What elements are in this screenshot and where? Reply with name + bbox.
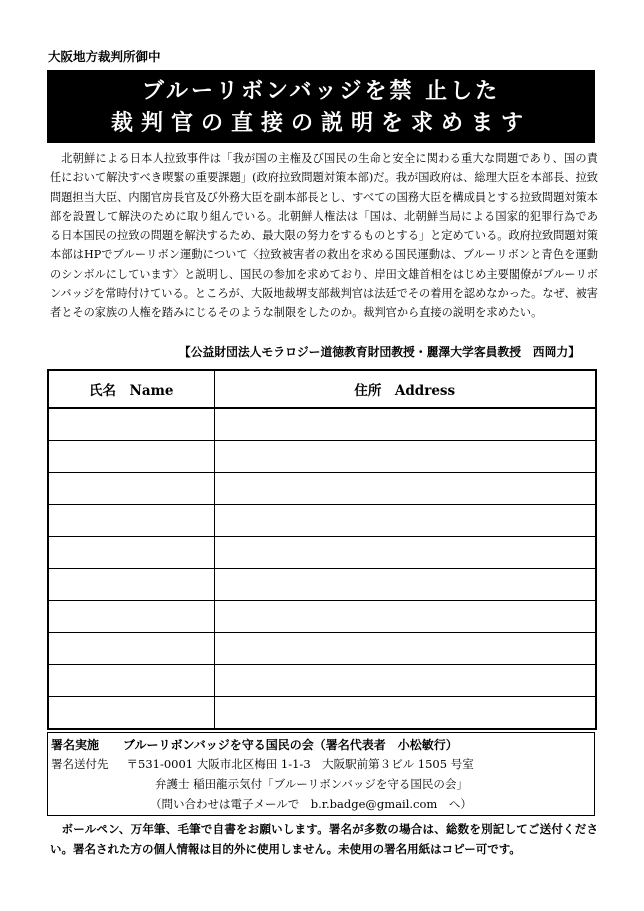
table-row	[48, 537, 596, 569]
title-line-1: ブルーリボンバッジを禁 止した	[141, 79, 501, 104]
table-row	[48, 569, 596, 601]
name-cell[interactable]	[48, 601, 214, 633]
name-column-header: 氏名 Name	[48, 370, 214, 408]
address-cell[interactable]	[214, 408, 596, 441]
signature-table	[47, 369, 597, 730]
table-row	[48, 408, 596, 441]
author-attribution: 【公益財団法人モラロジー道徳教育財団教授・麗澤大学客員教授 西岡力】	[178, 345, 580, 359]
name-cell[interactable]	[48, 633, 214, 665]
name-cell[interactable]	[48, 473, 214, 505]
name-cell[interactable]	[48, 441, 214, 473]
address-cell[interactable]	[214, 633, 596, 665]
name-cell[interactable]	[48, 537, 214, 569]
organizer-line	[51, 736, 458, 753]
address-cell[interactable]	[214, 537, 596, 569]
instructions-paragraph: ボールペン、万年筆、毛筆で自書をお願いします。署名が多数の場合は、総数を別記してご送付ください。署名された方の個人情報は目的外に使用しません。未使用の署名用紙はコピー可です。	[50, 822, 598, 856]
sender-info-box	[47, 732, 595, 816]
address-cell[interactable]	[214, 697, 596, 730]
petition-statement	[50, 149, 598, 323]
statement-paragraph: 北朝鮮による日本人拉致事件は「我が国の主権及び国民の生命と安全に関わる重大な問題であり、国の責任において解決すべき喫緊の重要課題」(政府拉致問題対策本部)だ。我が国政府は、総理大臣を本部長、拉致問題担当大臣、内閣官房長官及び外務大臣を副本部長とし、すべての国務大臣を構成員とする拉致問題対策本部を設置して解決のために取り組んでいる。北朝鮮人権法は「国は、北朝鮮当局による国家的犯罪行為である日本国民の拉致の問題を解決するため、最大限の努力をするものとする」と定めている。政府拉致問題対策本部はHPでブルーリボン運動について〈拉致被害者の救出を求める国民運動は、ブルーリボンと青色を運動のシンボルにしています〉と説明し、国民の参加を求めており、岸田文雄首相をはじめ主要閣僚がブルーリボンバッジを常時付けている。ところが、大阪地裁堺支部裁判官は法廷でその着用を認めなかった。なぜ、被害者とその家族の人権を踏みにじるそのような制限をしたのか。裁判官から直接の説明を求めたい。	[50, 152, 598, 320]
mailing-address: 〒531-0001 大阪市北区梅田 1-1-3 大阪駅前第３ビル 1505 号室	[126, 757, 474, 771]
name-cell[interactable]	[48, 408, 214, 441]
title-line-2: 裁判官の直接の説明を求めます	[110, 111, 531, 136]
name-cell[interactable]	[48, 569, 214, 601]
address-cell[interactable]	[214, 569, 596, 601]
organizer-name: ブルーリボンバッジを守る国民の会（署名代表者 小松敏行）	[123, 738, 458, 752]
table-row	[48, 473, 596, 505]
mailing-address-line	[51, 756, 474, 772]
instructions-note	[50, 820, 598, 859]
table-row	[48, 633, 596, 665]
address-cell[interactable]	[214, 665, 596, 697]
address-cell[interactable]	[214, 601, 596, 633]
address-column-header: 住所 Address	[214, 370, 596, 408]
table-row	[48, 697, 596, 730]
addressee: 大阪地方裁判所御中	[48, 49, 161, 64]
name-cell[interactable]	[48, 697, 214, 730]
organizer-label: 署名実施	[51, 738, 100, 752]
table-header-row	[48, 370, 596, 408]
title-banner	[47, 70, 595, 143]
table-row	[48, 665, 596, 697]
table-row	[48, 441, 596, 473]
name-cell[interactable]	[48, 505, 214, 537]
table-row	[48, 601, 596, 633]
table-row	[48, 505, 596, 537]
contact-line: （問い合わせは電子メールで b.r.badge@gmail.com へ）	[150, 797, 472, 811]
address-cell[interactable]	[214, 505, 596, 537]
address-cell[interactable]	[214, 441, 596, 473]
care-of-line: 弁護士 稲田龍示気付「ブルーリボンバッジを守る国民の会」	[155, 777, 468, 791]
name-cell[interactable]	[48, 665, 214, 697]
send-label: 署名送付先	[51, 757, 109, 771]
address-cell[interactable]	[214, 473, 596, 505]
